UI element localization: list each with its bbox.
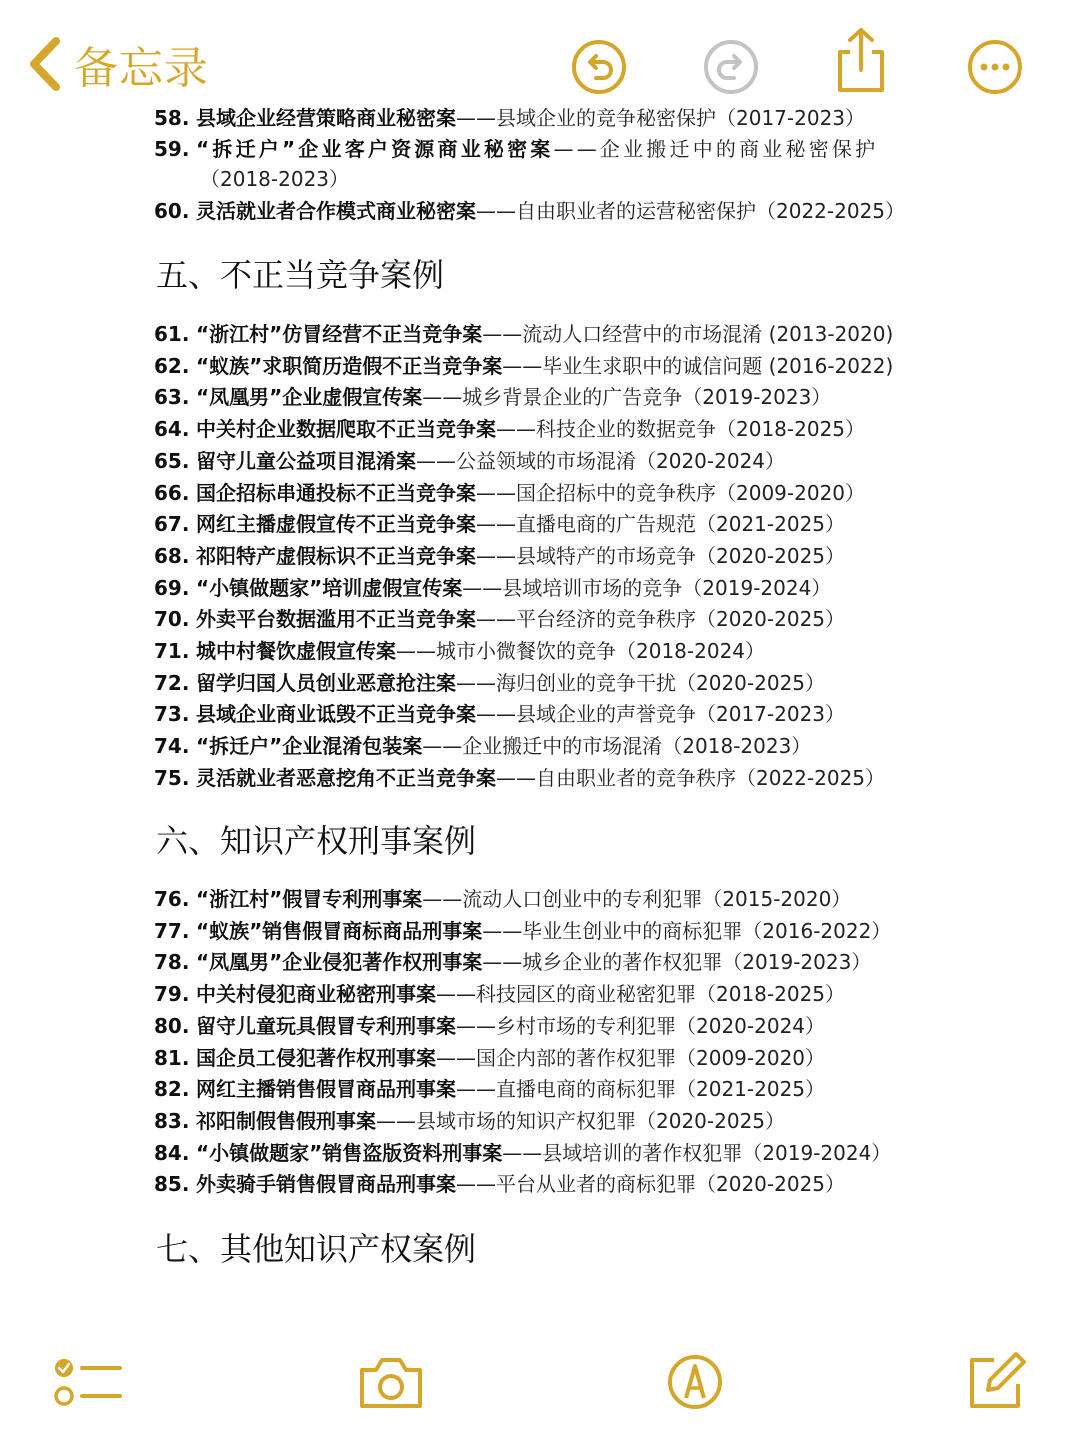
item-desc: ——自由职业者的竞争秩序（2022-2025） — [496, 765, 886, 790]
back-button[interactable] — [24, 34, 209, 94]
back-label: 备忘录 — [74, 43, 209, 94]
item-title: 祁阳特产虚假标识不正当竞争案 — [196, 543, 476, 568]
item-title: 留学归国人员创业恶意抢注案 — [196, 670, 456, 695]
item-title: “小镇做题家”培训虚假宣传案 — [196, 575, 463, 600]
item-desc: ——直播电商的广告规范（2021-2025） — [476, 512, 846, 537]
item-number: 59. — [154, 137, 190, 161]
item-title: 祁阳制假售假刑事案 — [196, 1108, 376, 1133]
item-title: 县域企业商业诋毁不正当竞争案 — [196, 702, 476, 727]
item-number: 73. — [154, 702, 190, 727]
top-toolbar — [0, 0, 1080, 100]
checklist-button[interactable] — [52, 1354, 124, 1414]
item-title: 城中村餐饮虚假宣传案 — [196, 639, 396, 663]
item-desc: ——毕业生创业中的商标犯罪（2016-2022） — [482, 918, 892, 943]
section-heading: 五、不正当竞争案例 — [156, 256, 445, 294]
item-number: 70. — [154, 607, 190, 632]
item-title: 县域企业经营策略商业秘密案 — [196, 106, 456, 130]
item-title: “凤凰男”企业侵犯著作权刑事案 — [196, 950, 483, 975]
item-desc: ——县域市场的知识产权犯罪（2020-2025） — [376, 1108, 786, 1133]
item-desc: ——海归创业的竞争干扰（2020-2025） — [456, 670, 826, 695]
item-desc: ——县域培训市场的竞争（2019-2024） — [462, 575, 832, 600]
item-title: “蚁族”销售假冒商标商品刑事案 — [196, 918, 483, 943]
item-number: 58. — [154, 106, 190, 130]
item-number: 78. — [154, 950, 190, 975]
item-number: 67. — [154, 512, 190, 537]
item-number: 72. — [154, 670, 190, 695]
item-title: “小镇做题家”销售盗版资料刑事案 — [196, 1140, 503, 1165]
item-number: 83. — [154, 1108, 190, 1133]
item-title: “蚁族”求职简历造假不正当竞争案 — [196, 353, 503, 378]
item-desc: ——流动人口创业中的专利犯罪（2015-2020） — [422, 887, 852, 911]
item-desc: ——企业搬迁中的商业秘密保护 — [553, 137, 879, 161]
item-title: 外卖骑手销售假冒商品刑事案 — [196, 1172, 456, 1197]
item-title: 网红主播销售假冒商品刑事案 — [196, 1077, 456, 1102]
item-number: 76. — [154, 887, 190, 911]
redo-button[interactable] — [702, 38, 760, 96]
chevron-left-icon — [24, 35, 64, 93]
redo-icon — [702, 38, 760, 96]
item-desc: ——科技园区的商业秘密犯罪（2018-2025） — [436, 982, 846, 1007]
item-desc: ——直播电商的商标犯罪（2021-2025） — [456, 1077, 826, 1102]
item-desc: ——城乡背景企业的广告竞争（2019-2023） — [422, 385, 832, 410]
item-number: 82. — [154, 1077, 190, 1102]
compose-button[interactable] — [964, 1350, 1028, 1414]
item-title: 留守儿童公益项目混淆案 — [196, 448, 416, 473]
item-number: 81. — [154, 1045, 190, 1070]
item-number: 68. — [154, 543, 190, 568]
item-title: “浙江村”仿冒经营不正当竞争案 — [196, 322, 483, 346]
item-number: 61. — [154, 322, 190, 346]
item-number: 74. — [154, 734, 190, 759]
item-title: “拆迁户”企业混淆包装案 — [196, 734, 423, 759]
item-number: 65. — [154, 448, 190, 473]
item-number: 71. — [154, 639, 190, 663]
camera-button[interactable] — [356, 1354, 426, 1412]
section-heading: 六、知识产权刑事案例 — [156, 822, 477, 860]
item-number: 85. — [154, 1172, 190, 1197]
item-desc: ——乡村市场的专利犯罪（2020-2024） — [456, 1013, 826, 1038]
item-desc: ——城乡企业的著作权犯罪（2019-2023） — [482, 950, 872, 975]
item-desc: ——城市小微餐饮的竞争（2018-2024） — [396, 639, 766, 663]
camera-icon — [356, 1354, 426, 1412]
item-title: 网红主播虚假宣传不正当竞争案 — [196, 512, 476, 537]
item-title: 国企招标串通投标不正当竞争案 — [196, 480, 476, 505]
more-button[interactable] — [966, 38, 1024, 96]
item-desc: ——县域企业的竞争秘密保护（2017-2023） — [456, 106, 866, 130]
item-title: “拆迁户”企业客户资源商业秘密案 — [196, 137, 554, 161]
item-title: 灵活就业者合作模式商业秘密案 — [196, 199, 476, 223]
item-desc: ——平台经济的竞争秩序（2020-2025） — [476, 607, 846, 632]
item-desc: ——公益领域的市场混淆（2020-2024） — [416, 448, 786, 473]
checklist-icon — [52, 1354, 124, 1414]
item-title: 外卖平台数据滥用不正当竞争案 — [196, 607, 476, 632]
item-title: 灵活就业者恶意挖角不正当竞争案 — [196, 765, 496, 790]
item-number: 79. — [154, 982, 190, 1007]
item-desc: ——县域特产的市场竞争（2020-2025） — [476, 543, 846, 568]
item-desc: ——国企内部的著作权犯罪（2009-2020） — [436, 1045, 826, 1070]
item-desc: ——企业搬迁中的市场混淆（2018-2023） — [422, 734, 812, 759]
item-number: 62. — [154, 353, 190, 378]
item-number: 80. — [154, 1013, 190, 1038]
item-title: 国企员工侵犯著作权刑事案 — [196, 1045, 436, 1070]
item-title: “凤凰男”企业虚假宣传案 — [196, 385, 423, 410]
item-desc: ——毕业生求职中的诚信问题 (2016-2022) — [502, 353, 894, 378]
item-number: 75. — [154, 765, 190, 790]
bottom-toolbar — [0, 1340, 1080, 1440]
share-button[interactable] — [832, 26, 890, 94]
item-desc: ——科技企业的数据竞争（2018-2025） — [496, 417, 866, 442]
item-title: 留守儿童玩具假冒专利刑事案 — [196, 1013, 456, 1038]
item-number: 63. — [154, 385, 190, 410]
item-desc: ——县域培训的著作权犯罪（2019-2024） — [502, 1140, 892, 1165]
item-title: 中关村企业数据爬取不正当竞争案 — [196, 417, 496, 442]
item-number: 60. — [154, 199, 190, 223]
markup-button[interactable] — [666, 1352, 724, 1412]
item-desc: ——平台从业者的商标犯罪（2020-2025） — [456, 1172, 846, 1197]
item-desc: ——县域企业的声誉竞争（2017-2023） — [476, 702, 846, 727]
item-title: 中关村侵犯商业秘密刑事案 — [196, 982, 436, 1007]
item-desc-continued: （2018-2023） — [200, 167, 350, 191]
item-number: 64. — [154, 417, 190, 442]
item-number: 84. — [154, 1140, 190, 1165]
share-icon — [832, 26, 890, 94]
item-title: “浙江村”假冒专利刑事案 — [196, 887, 423, 911]
item-number: 69. — [154, 575, 190, 600]
item-number: 77. — [154, 918, 190, 943]
section-heading: 七、其他知识产权案例 — [156, 1230, 477, 1268]
more-icon — [966, 38, 1024, 96]
item-number: 66. — [154, 480, 190, 505]
undo-button[interactable] — [570, 38, 628, 96]
markup-icon — [666, 1352, 724, 1412]
compose-icon — [964, 1350, 1028, 1414]
item-desc: ——国企招标中的竞争秩序（2009-2020） — [476, 480, 866, 505]
item-desc: ——自由职业者的运营秘密保护（2022-2025） — [476, 199, 906, 223]
item-desc: ——流动人口经营中的市场混淆 (2013-2020) — [482, 322, 894, 346]
undo-icon — [570, 38, 628, 96]
